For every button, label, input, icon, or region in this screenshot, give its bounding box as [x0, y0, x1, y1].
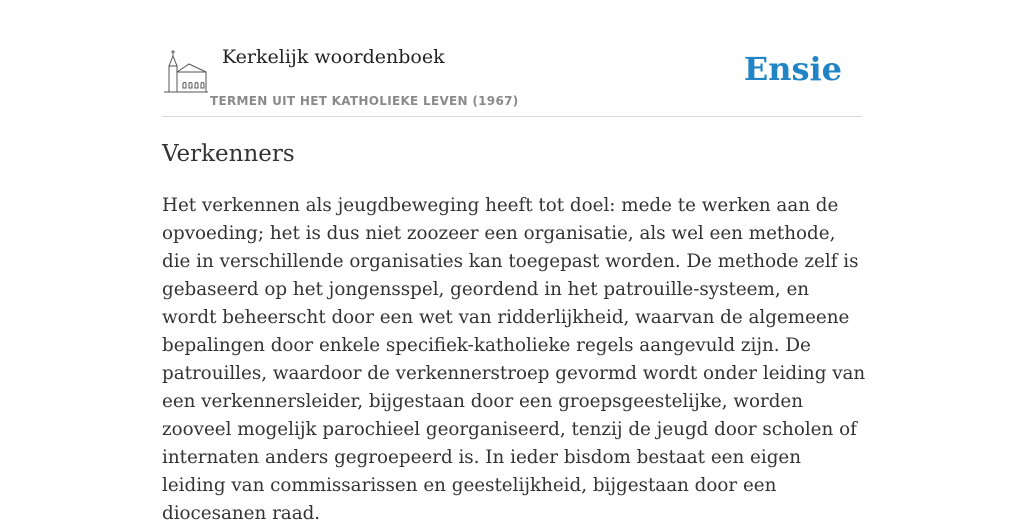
- ensie-logo-link[interactable]: Ensie: [743, 50, 842, 88]
- dictionary-subtitle: TERMEN UIT HET KATHOLIEKE LEVEN (1967): [210, 94, 519, 108]
- church-icon[interactable]: [164, 48, 208, 96]
- page-container: [162, 0, 866, 524]
- dictionary-title[interactable]: Kerkelijk woordenboek: [222, 46, 445, 68]
- entry-title: Verkenners: [162, 141, 295, 167]
- entry-body-text: Het verkennen als jeugdbeweging heeft tot doel: mede te werken aan de opvoeding; het is dus niet zoozeer een organisatie, als wel een methode, die in verschillende organisaties kan toegepast worden. De methode zelf is gebaseerd op het jongensspel, geordend in het patrouille-systeem, en wordt beheerscht door een wet van ridderlijkheid, waarvan de algemeene bepalingen door enkele specifiek-katholieke regels aangevuld zijn. De patrouilles, waardoor de verkennerstroep gevormd wordt onder leiding van een verkennersleider, bijgestaan door een groepsgeestelijke, worden zooveel mogelijk parochieel georganiseerd, tenzij de jeugd door scholen of internaten anders gegroepeerd is. In ieder bisdom bestaat een eigen leiding van commissarissen en geestelijkheid, bijgestaan door een diocesanen raad.: [162, 195, 866, 524]
- dictionary-header: [162, 0, 862, 117]
